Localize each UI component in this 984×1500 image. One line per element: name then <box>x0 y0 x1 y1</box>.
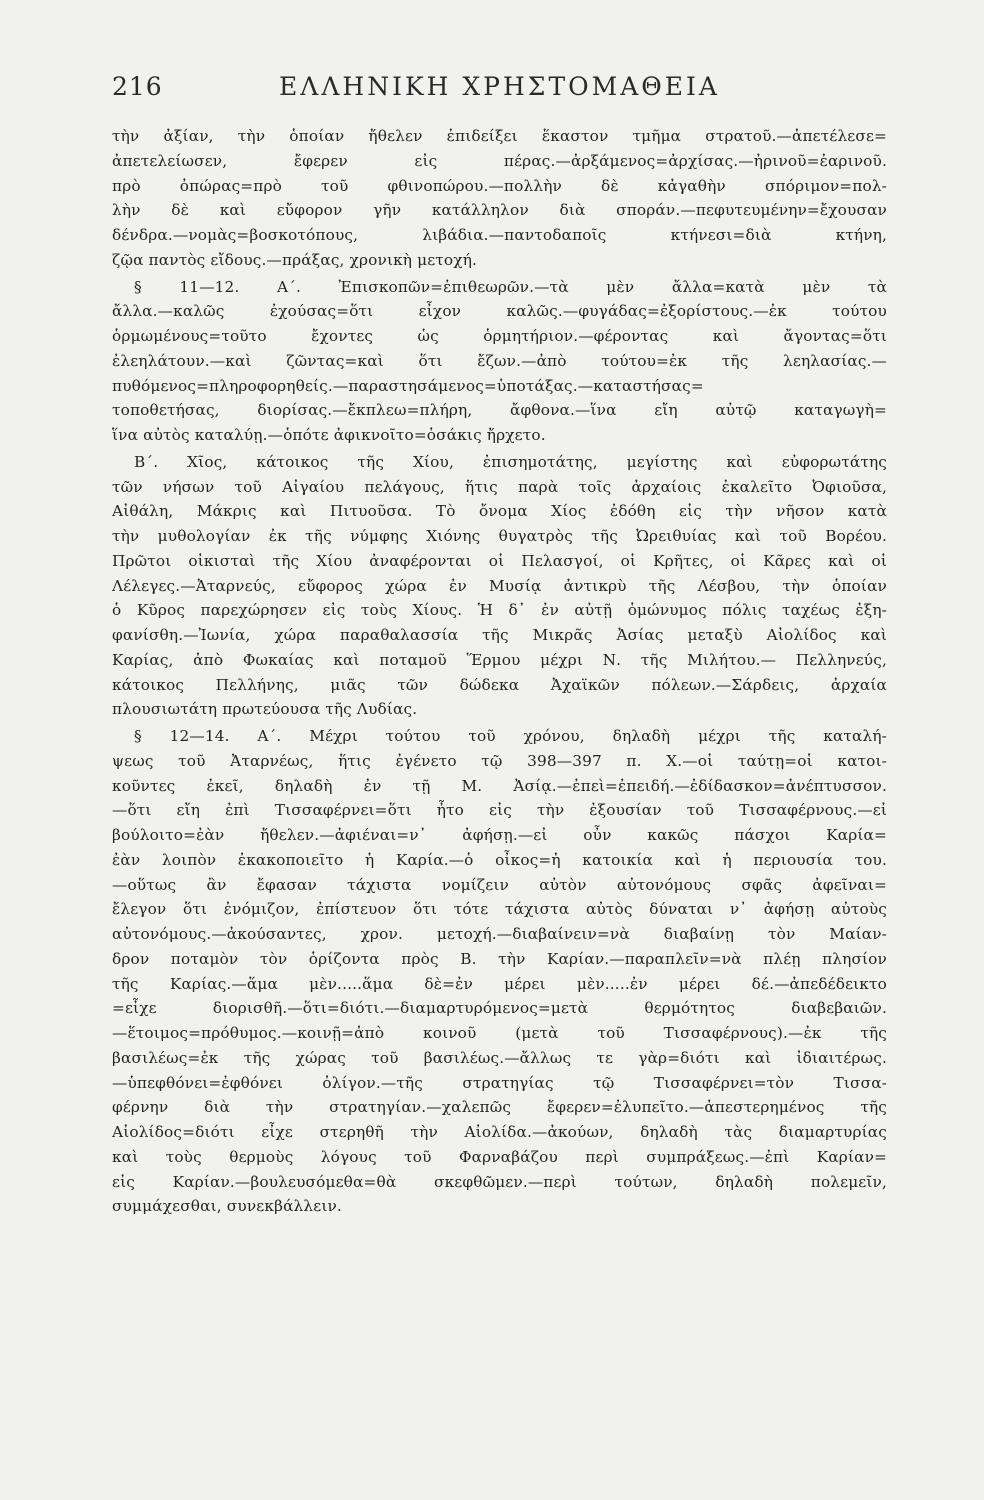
text-line: Καρίας, ἀπὸ Φωκαίας καὶ ποταμοῦ Ἕρμου μέχρι Ν. τῆς Μιλήτου.— Πελληνεύς, <box>112 650 887 669</box>
text-line: —οὕτως ἂν ἔφασαν τάχιστα νομίζειν αὐτὸν αὐτονόμους σφᾶς ἀφεῖναι= <box>112 875 887 894</box>
text-line: —ἕτοιμος=πρόθυμος.—κοινῇ=ἀπὸ κοινοῦ (μετὰ τοῦ Τισσαφέρνους).—ἐκ τῆς <box>112 1024 887 1042</box>
text-line: βούλοιτο=ἐὰν ἤθελεν.—ἀφιέναι=ν᾿ ἀφήσῃ.—εἰ οὖν κακῶς πάσχοι Καρία= <box>112 826 887 844</box>
text-line: κάτοικος Πελλήνης, μιᾶς τῶν δώδεκα Ἀχαϊκῶν πόλεων.—Σάρδεις, ἀρχαία <box>112 675 887 694</box>
text-line: αὐτονόμους.—ἀκούσαντες, χρον. μετοχή.—διαβαίνειν=νὰ διαβαίνῃ τὸν Μαίαν- <box>112 925 887 943</box>
text-line: Αἰθάλη, Μάκρις καὶ Πιτυοῦσα. Τὸ ὄνομα Χίος ἐδόθη εἰς τὴν νῆσον κατὰ <box>112 502 887 521</box>
text-line: φανίσθη.—Ἰωνία, χώρα παραθαλασσία τῆς Μικρᾶς Ἀσίας μεταξὺ Αἰολίδος καὶ <box>112 626 887 644</box>
text-line: ζῷα παντὸς εἴδους.—πράξας, χρονικὴ μετοχή. <box>112 250 478 269</box>
section-heading-line: § 11—12. Α΄. Ἐπισκοπῶν=ἐπιθεωρῶν.—τὰ μὲν ἄλλα=κατὰ μὲν τὰ <box>134 277 887 296</box>
text-line: βασιλέως=ἐκ τῆς χώρας τοῦ βασιλέως.—ἄλλως τε γὰρ=διότι καὶ ἰδιαιτέρως. <box>112 1048 887 1067</box>
text-line: τὴν ἀξίαν, τὴν ὁποίαν ἤθελεν ἐπιδείξει ἕκαστον τμῆμα στρατοῦ.—ἀπετέλεσε= <box>112 127 887 145</box>
text-line: καὶ τοὺς θερμοὺς λόγους τοῦ Φαρναβάζου περὶ συμπράξεως.—ἐπὶ Καρίαν= <box>112 1147 887 1166</box>
text-line: ὁρμωμένους=τοῦτο ἔχοντες ὡς ὁρμητήριον.—φέροντας καὶ ἄγοντας=ὅτι <box>112 327 887 345</box>
text-line: τῆς Καρίας.—ἅμα μὲν.....ἅμα δὲ=ἐν μέρει μὲν.....ἐν μέρει δέ.—ἀπεδέδεικτο <box>112 974 887 993</box>
text-line: τῶν νήσων τοῦ Αἰγαίου πελάγους, ἥτις παρὰ τοῖς ἀρχαίοις ἐκαλεῖτο Ὀφιοῦσα, <box>112 477 887 496</box>
page-header <box>112 72 887 112</box>
text-line: τὴν μυθολογίαν ἐκ τῆς νύμφης Χιόνης θυγατρὸς τῆς Ὠρειθυίας καὶ τοῦ Βορέου. <box>112 527 887 545</box>
text-line: ψεως τοῦ Ἀταρνέως, ἥτις ἐγένετο τῷ 398—397 π. Χ.—οἱ ταύτῃ=οἱ κατοι- <box>112 751 887 770</box>
text-line: πλουσιωτάτη πρωτεύουσα τῆς Λυδίας. <box>112 700 418 719</box>
text-line: φέρνην διὰ τὴν στρατηγίαν.—χαλεπῶς ἔφερεν=ἐλυπεῖτο.—ἀπεστερημένος τῆς <box>112 1098 887 1117</box>
text-line: Αἰολίδος=διότι εἶχε στερηθῆ τὴν Αἰολίδα.—ἀκούων, δηλαδὴ τὰς διαμαρτυρίας <box>112 1123 887 1141</box>
text-line: Πρῶτοι οἰκισταὶ τῆς Χίου ἀναφέρονται οἱ Πελασγοί, οἱ Κρῆτες, οἱ Κᾶρες καὶ οἱ <box>112 551 887 570</box>
text-line: =εἶχε διορισθῆ.—ὅτι=διότι.—διαμαρτυρόμενος=μετὰ θερμότητος διαβεβαιῶν. <box>112 999 887 1018</box>
page-number: 216 <box>112 72 163 101</box>
text-line: ἐλεηλάτουν.—καὶ ζῶντας=καὶ ὅτι ἔζων.—ἀπὸ τούτου=ἐκ τῆς λεηλασίας.— <box>112 351 887 370</box>
text-line: Λέλεγες.—Ἀταρνεύς, εὔφορος χώρα ἐν Μυσίᾳ ἀντικρὺ τῆς Λέσβου, τὴν ὁποίαν <box>112 576 887 595</box>
text-line: ἄλλα.—καλῶς ἐχούσας=ὅτι εἶχον καλῶς.—φυγάδας=ἐξορίστους.—ἐκ τούτου <box>112 302 887 321</box>
text-line: πρὸ ὀπώρας=πρὸ τοῦ φθινοπώρου.—πολλὴν δὲ κἀγαθὴν σπόριμον=πολ- <box>112 176 887 195</box>
text-line: πυθόμενος=πληροφορηθείς.—παραστησάμενος=ὑποτάξας.—καταστήσας= <box>112 376 704 395</box>
text-line: ἀπετελείωσεν, ἔφερεν εἰς πέρας.—ἀρξάμενος=ἀρχίσας.—ἠρινοῦ=ἐαρινοῦ. <box>112 151 887 170</box>
running-title: ΕΛΛΗΝΙΚΗ ΧΡΗΣΤΟΜΑΘΕΙΑ <box>279 72 720 101</box>
text-line: ἐὰν λοιπὸν ἐκακοποιεῖτο ἡ Καρία.—ὁ οἶκος=ἡ κατοικία καὶ ἡ περιουσία του. <box>112 850 887 869</box>
paragraph-start-line: Β΄. Χῖος, κάτοικος τῆς Χίου, ἐπισημοτάτης, μεγίστης καὶ εὐφορωτάτης <box>134 452 887 471</box>
text-line: δένδρα.—νομὰς=βοσκοτόπους, λιβάδια.—παντοδαποῖς κτήνεσι=διὰ κτήνη, <box>112 226 887 244</box>
text-line: κοῦντες ἐκεῖ, δηλαδὴ ἐν τῇ Μ. Ἀσίᾳ.—ἐπεὶ=ἐπειδή.—ἐδίδασκον=ἀνέπτυσσον. <box>112 776 887 795</box>
section-heading-line: § 12—14. Α΄. Μέχρι τούτου τοῦ χρόνου, δηλαδὴ μέχρι τῆς καταλή- <box>134 727 887 745</box>
text-line: ἔλεγον ὅτι ἐνόμιζον, ἐπίστευον ὅτι τότε τάχιστα αὐτὸς δύναται ν᾿ ἀφήσῃ αὐτοὺς <box>112 900 887 919</box>
text-line: λὴν δὲ καὶ εὔφορον γῆν κατάλληλον διὰ σποράν.—πεφυτευμένην=ἔχουσαν <box>112 201 887 220</box>
text-line: —ὅτι εἴη ἐπὶ Τισσαφέρνει=ὅτι ἦτο εἰς τὴν ἐξουσίαν τοῦ Τισσαφέρνους.—εἰ <box>112 801 887 820</box>
commentary-text <box>112 124 887 1219</box>
text-line: δρον ποταμὸν τὸν ὁρίζοντα πρὸς Β. τὴν Καρίαν.—παραπλεῖν=νὰ πλέῃ πλησίον <box>112 949 887 968</box>
text-line: —ὑπεφθόνει=ἐφθόνει ὀλίγον.—τῆς στρατηγίας τῷ Τισσαφέρνει=τὸν Τισσα- <box>112 1073 887 1092</box>
text-line: εἰς Καρίαν.—βουλευσόμεθα=θὰ σκεφθῶμεν.—περὶ τούτων, δηλαδὴ πολεμεῖν, <box>112 1172 887 1191</box>
text-line: συμμάχεσθαι, συνεκβάλλειν. <box>112 1197 342 1216</box>
text-line: ὁ Κῦρος παρεχώρησεν εἰς τοὺς Χίους. Ἡ δ᾿ ἐν αὐτῇ ὁμώνυμος πόλις ταχέως ἐξη- <box>112 601 887 620</box>
text-line: ἵνα αὐτὸς καταλύῃ.—ὁπότε ἀφικνοῖτο=ὁσάκις ἤρχετο. <box>112 426 546 444</box>
text-line: τοποθετήσας, διορίσας.—ἔκπλεω=πλήρη, ἄφθονα.—ἵνα εἴη αὐτῷ καταγωγὴ= <box>112 401 887 420</box>
